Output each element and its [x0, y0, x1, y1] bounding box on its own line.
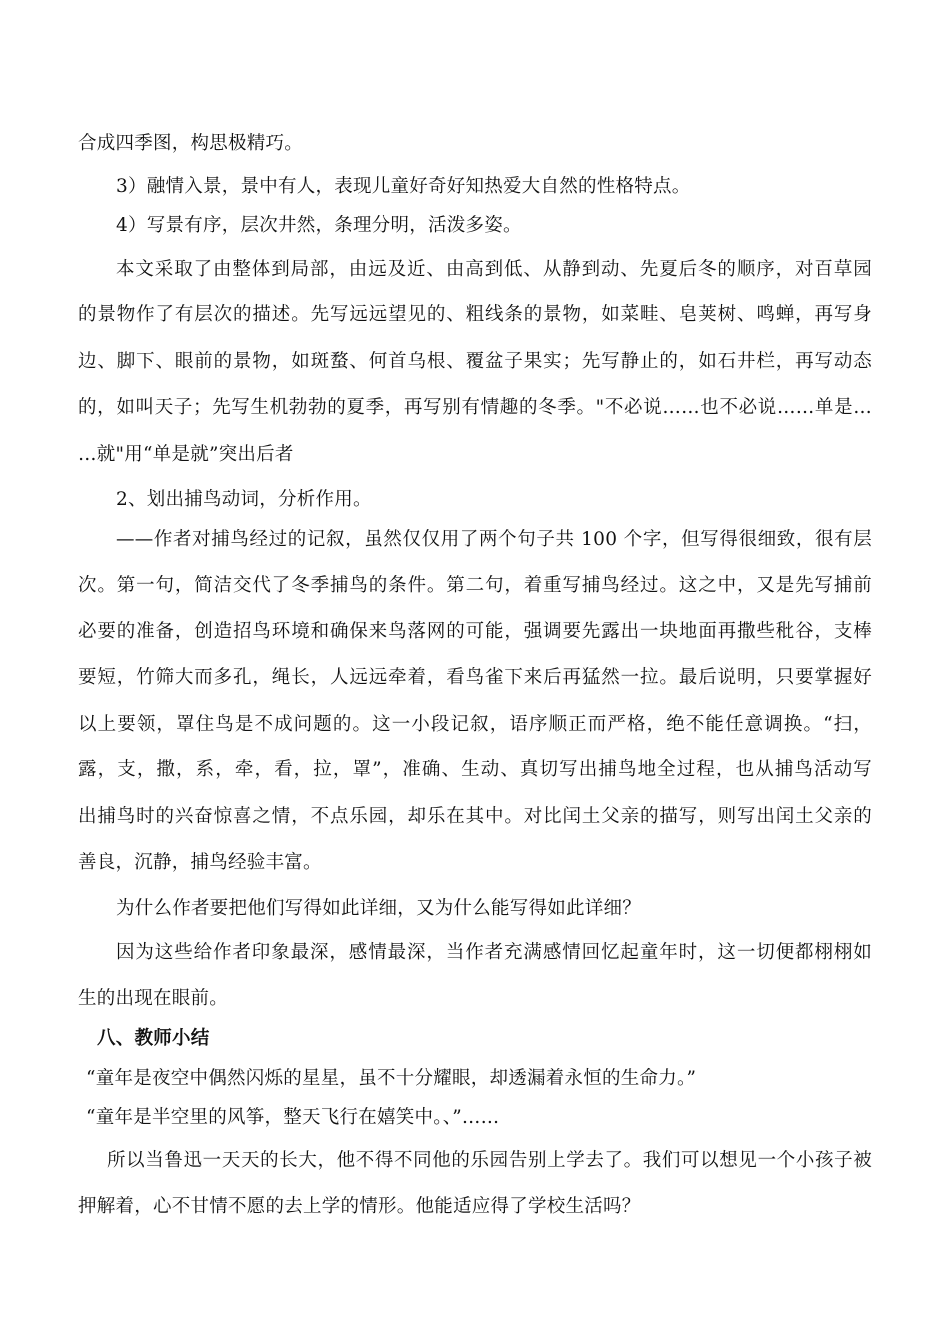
- text-line: 必要的准备，创造招鸟环境和确保来鸟落网的可能，强调要先露出一块地面再撒些秕谷，支棒: [78, 621, 872, 642]
- text-line: 因为这些给作者印象最深，感情最深，当作者充满感情回忆起童年时，这一切便都栩栩如: [116, 942, 872, 963]
- text-line: 以上要领，罩住鸟是不成问题的。这一小段记叙，语序顺正而严格，绝不能任意调换。“扫，: [78, 714, 872, 735]
- text-line: 合成四季图，构思极精巧。: [78, 133, 304, 154]
- text-line: 善良，沉静，捕鸟经验丰富。: [78, 852, 322, 873]
- text-line: 的景物作了有层次的描述。先写远远望见的、粗线条的景物，如菜畦、皂荚树、鸣蝉，再写身: [78, 304, 872, 325]
- text-line: ——作者对捕鸟经过的记叙，虽然仅仅用了两个句子共 100 个字，但写得很细致，很有层: [116, 529, 872, 550]
- quote-line: “童年是夜空中偶然闪烁的星星，虽不十分耀眼，却透漏着永恒的生命力。”: [86, 1068, 697, 1089]
- text-line: 2、划出捕鸟动词，分析作用。: [116, 489, 372, 510]
- text-line: 要短，竹筛大而多孔，绳长，人远远牵着，看鸟雀下来后再猛然一拉。最后说明，只要掌握好: [78, 667, 872, 688]
- text-line: 的，如叫天子；先写生机勃勃的夏季，再写别有情趣的冬季。"不必说……也不必说……单是…: [78, 397, 872, 418]
- text-line: 押解着，心不甘情不愿的去上学的情形。他能适应得了学校生活吗？: [78, 1196, 641, 1217]
- text-line: 本文采取了由整体到局部，由远及近、由高到低、从静到动、先夏后冬的顺序，对百草园: [116, 259, 872, 280]
- quote-line: “童年是半空里的风筝，整天飞行在嬉笑中。、”……: [86, 1107, 500, 1128]
- text-line: 边、脚下、眼前的景物，如斑蝥、何首乌根、覆盆子果实；先写静止的，如石井栏，再写动态: [78, 351, 872, 372]
- text-line: 4）写景有序，层次井然，条理分明，活泼多姿。: [116, 215, 522, 236]
- text-line: 所以当鲁迅一天天的长大，他不得不同他的乐园告别上学去了。我们可以想见一个小孩子被: [107, 1150, 872, 1171]
- text-line: 3）融情入景，景中有人，表现儿童好奇好知热爱大自然的性格特点。: [116, 176, 691, 197]
- text-line: 为什么作者要把他们写得如此详细，又为什么能写得如此详细？: [116, 898, 642, 919]
- text-line: 露，支，撒，系，牵，看，拉，罩”，准确、生动、真切写出捕鸟地全过程，也从捕鸟活动写: [78, 759, 872, 780]
- text-line: 次。第一句，简洁交代了冬季捕鸟的条件。第二句，着重写捕鸟经过。这之中，又是先写捕前: [78, 575, 872, 596]
- text-line: 生的出现在眼前。: [78, 988, 229, 1009]
- section-heading: 八、教师小结: [97, 1028, 210, 1049]
- text-line: …就"用“单是就”突出后者: [78, 444, 294, 465]
- text-line: 出捕鸟时的兴奋惊喜之情，不点乐园，却乐在其中。对比闰土父亲的描写，则写出闰土父亲的: [78, 806, 872, 827]
